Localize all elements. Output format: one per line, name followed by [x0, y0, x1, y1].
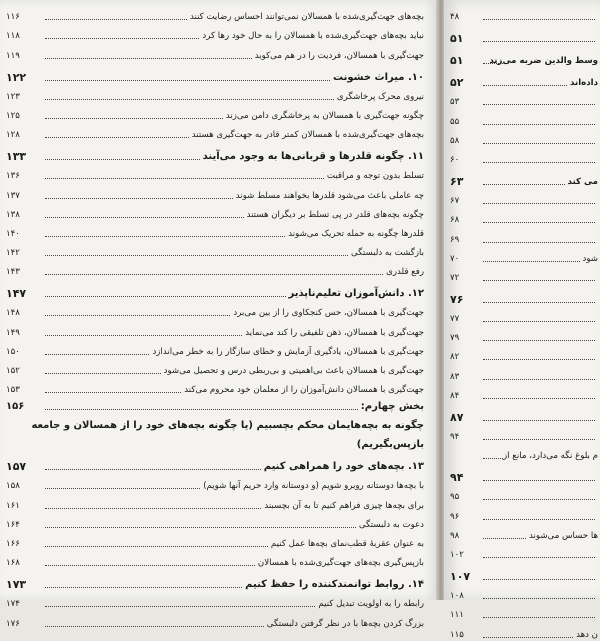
- toc-title: ۱۰. میراث خشونت: [333, 71, 424, 83]
- toc-page-number: ۶۷: [450, 196, 460, 207]
- toc-chapter-row: [6, 141, 424, 163]
- toc-item-row: [6, 358, 424, 377]
- toc-leader-dots: [483, 320, 595, 322]
- toc-title: نیروی محرک پرخاشگری: [336, 91, 424, 102]
- toc-chapter-row: [450, 67, 598, 89]
- toc-page-number: ۱۶۴: [6, 519, 20, 530]
- toc-page-number: ۱۶۸: [6, 558, 20, 569]
- toc-page-number: ۱۱۱: [450, 610, 464, 621]
- toc-item-row: [6, 377, 424, 396]
- toc-item-row: [6, 240, 424, 259]
- toc-leader-dots: [45, 235, 285, 237]
- toc-leader-dots: [483, 221, 595, 223]
- toc-leader-dots: [483, 40, 595, 42]
- toc-title: جهت‌گیری با همسالان دانش‌آموزان را از معلمان خود محروم می‌کند: [184, 385, 424, 396]
- toc-title: جهت‌گیری با همسالان باعث بی‌اهمیتی و بی‌ربطی درس و تحصیل می‌شود: [163, 366, 424, 376]
- toc-leader-dots: [45, 545, 268, 547]
- toc-page-number: ۹۴: [450, 471, 464, 485]
- toc-chapter-row: [450, 45, 598, 67]
- toc-page-number: ۱۷۴: [6, 599, 20, 610]
- toc-page-number: ۱۷۳: [6, 578, 27, 592]
- toc-leader-dots: [45, 57, 252, 59]
- toc-leader-dots: [45, 177, 324, 179]
- toc-leader-dots: [483, 260, 580, 262]
- toc-chapter-row: [450, 462, 598, 484]
- toc-item-row: [6, 531, 424, 550]
- toc-item-row: [450, 188, 598, 207]
- toc-leader-dots: [45, 18, 187, 20]
- toc-leader-dots: [45, 314, 230, 316]
- toc-chapter-row: [450, 284, 598, 306]
- toc-leader-dots: [483, 419, 595, 421]
- toc-leader-dots: [483, 378, 595, 380]
- toc-chapter-row: [450, 561, 598, 583]
- toc-title: تسلط بدون توجه و مراقبت: [326, 171, 424, 182]
- toc-leader-dots: [45, 372, 161, 374]
- toc-leader-dots: [483, 84, 567, 86]
- toc-leader-dots: [483, 339, 595, 341]
- toc-chapter-row: [450, 23, 598, 45]
- toc-title: شود: [582, 253, 598, 264]
- toc-page-number: ۱۲۲: [6, 70, 27, 84]
- toc-leader-dots: [45, 625, 264, 627]
- toc-item-row: [450, 128, 598, 147]
- toc-leader-dots: [483, 616, 595, 618]
- toc-title: چگونه جهت‌گیری با همسالان به پرخاشگری دامن می‌زند: [225, 110, 424, 121]
- toc-leader-dots: [483, 397, 595, 399]
- toc-title: جهت‌گیری با همسالان، فردیت را در هم می‌کوبد: [254, 50, 424, 61]
- toc-leader-dots: [483, 358, 595, 360]
- toc-page-number: ۵۳: [450, 97, 460, 108]
- toc-title: بازگشت به دلبستگی: [350, 248, 424, 259]
- toc-title: ن دهد: [576, 629, 598, 640]
- toc-page-number: ۱۴۰: [6, 228, 20, 239]
- toc-item-row: [450, 226, 598, 245]
- toc-leader-dots: [45, 334, 242, 336]
- toc-item-row: [450, 344, 598, 363]
- toc-leader-dots: [483, 103, 595, 105]
- toc-item-row: [6, 492, 424, 511]
- toc-leader-dots: [45, 353, 149, 355]
- toc-item-row: [6, 122, 424, 141]
- toc-chapter-row: [6, 278, 424, 300]
- toc-page-number: ۱۴۷: [6, 287, 27, 301]
- toc-item-row: [6, 591, 424, 610]
- toc-title: چگونه بچه‌های قلدر در پی تسلط بر دیگران هستند: [246, 209, 424, 220]
- toc-page-number: ۱۴۳: [6, 267, 20, 278]
- toc-item-row: [6, 259, 424, 278]
- toc-page-number: ۱۵۷: [6, 460, 27, 474]
- toc-leader-dots: [483, 578, 595, 580]
- toc-leader-dots: [45, 391, 181, 393]
- toc-item-row: [6, 182, 424, 201]
- toc-item-row: [450, 503, 598, 522]
- toc-leader-dots: [45, 79, 330, 81]
- toc-title: جهت‌گیری با همسالان، حس کنجکاوی را از بین می‌برد: [233, 308, 424, 319]
- toc-chapter-row: [450, 402, 598, 424]
- toc-item-row: [450, 383, 598, 402]
- toc-item-row: [6, 319, 424, 338]
- toc-page-number: ۱۳۸: [6, 209, 20, 220]
- toc-leader-dots: [483, 479, 595, 481]
- toc-text: بازپس‌بگیریم): [356, 439, 424, 451]
- toc-leader-dots: [45, 526, 356, 528]
- toc-page-number: ۵۵: [450, 116, 460, 127]
- toc-leader-dots: [483, 498, 595, 500]
- toc-page-number: ۱۵۸: [6, 481, 20, 492]
- toc-item-row: [450, 621, 598, 640]
- toc-leader-dots: [45, 468, 261, 470]
- toc-page-number: ۸۲: [450, 352, 460, 363]
- toc-title: قلدرها چگونه به حمله تحریک می‌شوند: [288, 228, 424, 239]
- toc-leader-dots: [45, 507, 261, 509]
- toc-page-number: ۵۱: [450, 32, 464, 46]
- toc-item-row: [450, 523, 598, 542]
- toc-item-row: [6, 4, 424, 23]
- toc-page-number: ۱۲۳: [6, 91, 20, 102]
- toc-page-number: ۱۰۷: [450, 569, 471, 583]
- toc-title: چه عاملی باعث می‌شود قلدرها بخواهند مسلط شوند: [235, 190, 424, 201]
- toc-page-number: ۱۲۵: [6, 110, 20, 121]
- toc-leader-dots: [483, 279, 595, 281]
- toc-item-row: [6, 23, 424, 42]
- right-toc-list: [450, 4, 598, 641]
- toc-leader-dots: [483, 457, 503, 459]
- toc-item-row: [6, 163, 424, 182]
- toc-leader-dots: [45, 273, 383, 275]
- toc-leader-dots: [483, 202, 595, 204]
- toc-leader-dots: [45, 98, 334, 100]
- toc-page-number: ۱۳۶: [6, 171, 20, 182]
- toc-title: جهت‌گیری با همسالان، ذهن تلفیقی را کند می‌نماید: [245, 327, 424, 338]
- toc-page-number: ۱۴۸: [6, 308, 20, 319]
- toc-leader-dots: [45, 37, 199, 39]
- toc-page-number: ۹۵: [450, 492, 460, 503]
- toc-item-row: [450, 484, 598, 503]
- toc-item-row: [450, 147, 598, 166]
- toc-title: دعوت به دلبستگی: [358, 519, 424, 530]
- toc-leader-dots: [45, 586, 242, 588]
- toc-title: رفع قلدری: [386, 267, 424, 278]
- toc-title: ۱۴. روابط توانمندکننده را حفظ کنیم: [245, 579, 424, 591]
- toc-leader-dots: [483, 18, 595, 20]
- toc-item-row: [450, 542, 598, 561]
- toc-page-number: ۱۱۸: [6, 31, 20, 42]
- toc-item-row: [6, 202, 424, 221]
- toc-title: ۱۱. چگونه قلدرها و قربانی‌ها به وجود می‌آیند: [202, 151, 424, 163]
- toc-page-number: ۱۴۲: [6, 248, 20, 259]
- toc-title: م بلوغ نگه می‌دارد، مانع از: [503, 451, 598, 462]
- toc-leader-dots: [45, 487, 200, 489]
- toc-item-row: [6, 103, 424, 122]
- toc-page-number: ۷۷: [450, 314, 460, 325]
- toc-leader-dots: [45, 216, 244, 218]
- toc-page-number: ۷۶: [450, 292, 464, 306]
- toc-page-number: ۸۷: [450, 410, 464, 424]
- toc-item-row: [6, 84, 424, 103]
- toc-title: رابطه را به اولویت تبدیل کنیم: [318, 599, 424, 610]
- toc-item-row: [6, 300, 424, 319]
- toc-page-number: ۶۳: [450, 174, 464, 188]
- toc-leader-dots: [483, 597, 595, 599]
- toc-page-number: ۱۵۲: [6, 366, 20, 376]
- toc-text-line: [6, 432, 424, 451]
- toc-title: به عنوان عقربهٔ قطب‌نمای بچه‌ها عمل کنیم: [270, 538, 424, 549]
- toc-leader-dots: [483, 556, 595, 558]
- left-toc-list: [6, 4, 424, 630]
- toc-title: ها حساس می‌شوند: [528, 530, 598, 541]
- toc-page-number: ۱۲۸: [6, 130, 20, 141]
- toc-title: برای بچه‌ها چیزی فراهم کنیم تا به آن بچسبند: [264, 500, 424, 511]
- toc-leader-dots: [483, 438, 595, 440]
- toc-item-row: [450, 424, 598, 443]
- toc-title: بچه‌های جهت‌گیری‌شده با همسالان نمی‌توانند احساس رضایت کنند: [189, 12, 424, 23]
- toc-title: بزرگ کردن بچه‌ها با در نظر گرفتن دلبستگی: [266, 618, 424, 629]
- toc-leader-dots: [45, 605, 315, 607]
- toc-item-row: [6, 610, 424, 629]
- toc-page-number: ۱۵۶: [6, 401, 25, 413]
- toc-page-number: ۱۰۲: [450, 549, 464, 560]
- toc-leader-dots: [45, 197, 233, 199]
- toc-page-number: ۱۳۷: [6, 190, 20, 201]
- toc-leader-dots: [45, 254, 348, 256]
- toc-item-row: [6, 42, 424, 61]
- toc-title: ۱۲. دانش‌آموزان تعلیم‌ناپذیر: [288, 288, 424, 300]
- toc-item-row: [6, 339, 424, 358]
- toc-item-row: [6, 221, 424, 240]
- toc-leader-dots: [45, 136, 189, 138]
- toc-chapter-row: [6, 62, 424, 84]
- toc-page-number: ۱۶۶: [6, 538, 20, 549]
- toc-page-number: ۱۴۹: [6, 327, 20, 338]
- toc-leader-dots: [45, 295, 286, 297]
- toc-leader-dots: [483, 123, 595, 125]
- toc-page-number: ۱۱۹: [6, 50, 20, 61]
- toc-leader-dots: [483, 161, 595, 163]
- toc-page-number: ۶۸: [450, 215, 460, 226]
- toc-title: بچه‌های جهت‌گیری‌شده با همسالان کمتر قادر به جهت‌گیری هستند: [191, 130, 424, 141]
- toc-page-number: ۵۸: [450, 135, 460, 146]
- toc-leader-dots: [45, 158, 200, 160]
- toc-leader-dots: [45, 117, 223, 119]
- toc-chapter-row: [6, 451, 424, 473]
- toc-leader-dots: [45, 564, 255, 566]
- toc-page-number: ۶۰: [450, 154, 460, 165]
- toc-title: داده‌اند: [570, 78, 598, 89]
- toc-page-number: ۱۶۱: [6, 500, 20, 511]
- toc-title: جهت‌گیری با همسالان، یادگیری آزمایش و خطای سازگار را به خطر می‌اندازد: [152, 346, 424, 357]
- toc-item-row: [450, 602, 598, 621]
- toc-page-number: ۵۲: [450, 76, 464, 90]
- toc-item-row: [450, 246, 598, 265]
- toc-title: بازپس‌گیری بچه‌های جهت‌گیری‌شده با همسالان: [257, 558, 424, 569]
- toc-item-row: [450, 4, 598, 23]
- toc-page-number: ۱۱۶: [6, 12, 20, 23]
- toc-item-row: [450, 265, 598, 284]
- toc-item-row: [450, 207, 598, 226]
- toc-leader-dots: [483, 537, 526, 539]
- toc-item-row: [6, 512, 424, 531]
- toc-page-number: ۱۵۰: [6, 346, 20, 357]
- toc-title: بخش چهارم:: [360, 401, 424, 413]
- toc-item-row: [6, 473, 424, 492]
- toc-item-row: [450, 443, 598, 462]
- toc-page-number: ۱۵۳: [6, 385, 20, 396]
- toc-page-number: ۴۸: [450, 12, 460, 23]
- toc-item-row: [450, 89, 598, 108]
- toc-leader-dots: [483, 636, 573, 638]
- toc-leader-dots: [483, 301, 595, 303]
- toc-title: وسط والدین ضربه می‌زند: [489, 56, 598, 67]
- toc-page-number: ۵۱: [450, 54, 464, 68]
- toc-page-number: ۹۴: [450, 432, 460, 442]
- toc-leader-dots: [483, 518, 595, 520]
- toc-page-number: ۷۰: [450, 253, 460, 264]
- toc-text-line: [6, 413, 424, 432]
- toc-chapter-row: [6, 569, 424, 591]
- toc-page-number: ۸۴: [450, 390, 460, 401]
- toc-part-row: [6, 396, 424, 413]
- toc-item-row: [6, 550, 424, 569]
- toc-item-row: [450, 583, 598, 602]
- toc-item-row: [450, 306, 598, 325]
- toc-item-row: [450, 108, 598, 127]
- toc-leader-dots: [45, 408, 358, 410]
- toc-title: ۱۳. بچه‌های خود را همراهی کنیم: [263, 461, 424, 473]
- toc-page-number: ۱۱۵: [450, 629, 464, 640]
- toc-page-number: ۱۰۸: [450, 591, 464, 602]
- toc-page-number: ۱۷۶: [6, 618, 20, 629]
- toc-page-number: ۷۲: [450, 272, 460, 283]
- toc-leader-dots: [483, 142, 595, 144]
- toc-leader-dots: [483, 241, 595, 243]
- toc-page-number: ۹۸: [450, 530, 460, 541]
- toc-item-row: [450, 363, 598, 382]
- toc-page-number: ۶۹: [450, 234, 460, 245]
- toc-chapter-row: [450, 166, 598, 188]
- toc-title: نباید بچه‌های جهت‌گیری‌شده با همسالان را به حال خود رها کرد: [202, 31, 424, 42]
- toc-text: چگونه به بچه‌هایمان محکم بچسبیم (یا چگونه بچه‌های خود را از همسالان و جامعه: [31, 420, 424, 432]
- right-page: [444, 0, 600, 640]
- toc-title: با بچه‌ها دوستانه روبرو شویم (و دوستانه وارد حریم آنها شویم): [203, 481, 424, 492]
- toc-item-row: [450, 325, 598, 344]
- toc-page-number: ۷۹: [450, 333, 460, 344]
- toc-page-number: ۸۳: [450, 371, 460, 382]
- toc-page-number: ۱۳۳: [6, 150, 27, 164]
- toc-leader-dots: [483, 183, 565, 185]
- toc-page-number: ۹۶: [450, 511, 460, 522]
- toc-title: می کند: [567, 176, 598, 187]
